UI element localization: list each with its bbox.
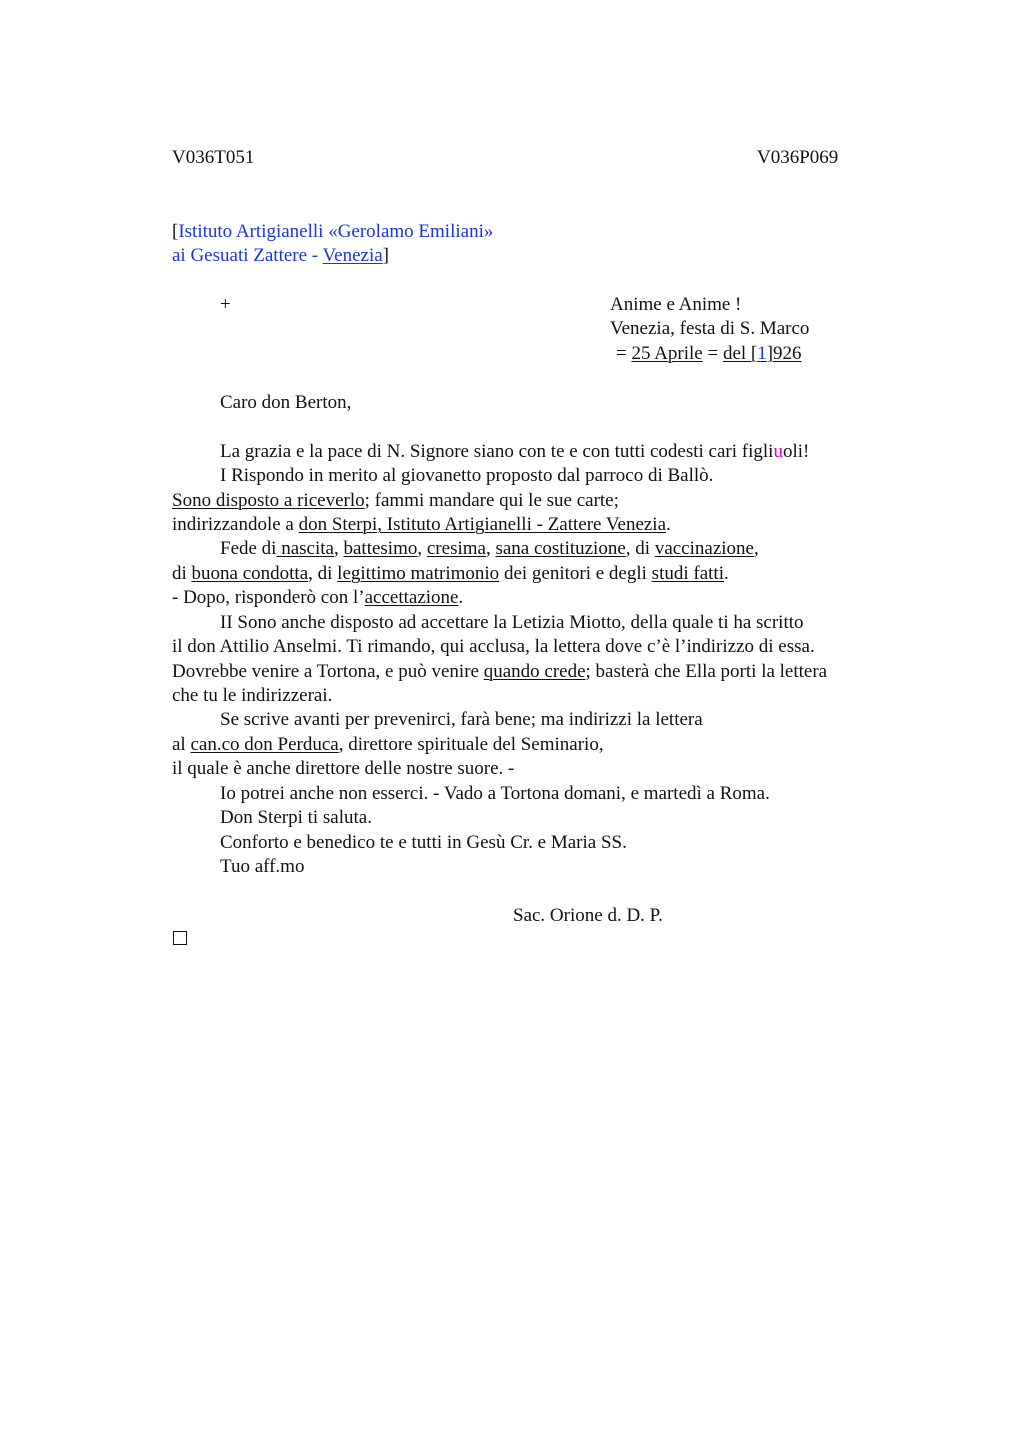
body-line-18: Tuo aff.mo — [220, 856, 305, 877]
body-line-16: Don Sterpi ti saluta. — [220, 807, 372, 828]
signature: Sac. Orione d. D. P. — [513, 905, 663, 926]
body-line-13: al can.co don Perduca, direttore spirituale del Seminario, — [172, 734, 604, 755]
body-line-12: Se scrive avanti per prevenirci, farà bene; ma indirizzi la lettera — [220, 709, 703, 730]
body-line-17: Conforto e benedico te e tutti in Gesù Cr. e Maria SS. — [220, 832, 627, 853]
header-right-code: V036P069 — [757, 147, 839, 168]
body-line-6: di buona condotta, di legittimo matrimonio dei genitori e degli studi fatti. — [172, 563, 729, 584]
body-line-5: Fede di nascita, battesimo, cresima, sana costituzione, di vaccinazione, — [220, 538, 759, 559]
dateline-2: Venezia, festa di S. Marco — [610, 318, 810, 339]
address-city: Venezia — [322, 245, 383, 266]
body-line-3: Sono disposto a riceverlo; fammi mandare qui le sue carte; — [172, 490, 619, 511]
body-line-1: La grazia e la pace di N. Signore siano con te e con tutti codesti cari figliuoli! — [220, 441, 810, 462]
dateline-date: = 25 Aprile = del [1]926 — [616, 343, 802, 364]
salutation: Caro don Berton, — [220, 392, 352, 413]
body-line-10: Dovrebbe venire a Tortona, e può venire quando crede; basterà che Ella porti la lettera — [172, 661, 828, 682]
address-line-1: [Istituto Artigianelli «Gerolamo Emiliani» — [172, 221, 494, 242]
body-line-4: indirizzandole a don Sterpi, Istituto Artigianelli - Zattere Venezia. — [172, 514, 671, 535]
body-line-14: il quale è anche direttore delle nostre suore. - — [172, 758, 515, 779]
body-line-7: - Dopo, risponderò con l’accettazione. — [172, 587, 464, 608]
body-line-2: I Rispondo in merito al giovanetto proposto dal parroco di Ballò. — [220, 465, 714, 486]
square-box-icon — [173, 931, 187, 945]
address-line-2: ai Gesuati Zattere - Venezia] — [172, 245, 389, 266]
header-left-code: V036T051 — [172, 147, 255, 168]
address-institute: Istituto Artigianelli «Gerolamo Emiliani» — [178, 221, 494, 242]
body-line-9: il don Attilio Anselmi. Ti rimando, qui acclusa, la lettera dove c’è l’indirizzo di essa. — [172, 636, 815, 657]
cross-symbol: + — [220, 294, 231, 315]
body-line-15: Io potrei anche non esserci. - Vado a Tortona domani, e martedì a Roma. — [220, 783, 770, 804]
body-line-11: che tu le indirizzerai. — [172, 685, 333, 706]
dateline-1: Anime e Anime ! — [610, 294, 742, 315]
body-line-8: II Sono anche disposto ad accettare la Letizia Miotto, della quale ti ha scritto — [220, 612, 804, 633]
